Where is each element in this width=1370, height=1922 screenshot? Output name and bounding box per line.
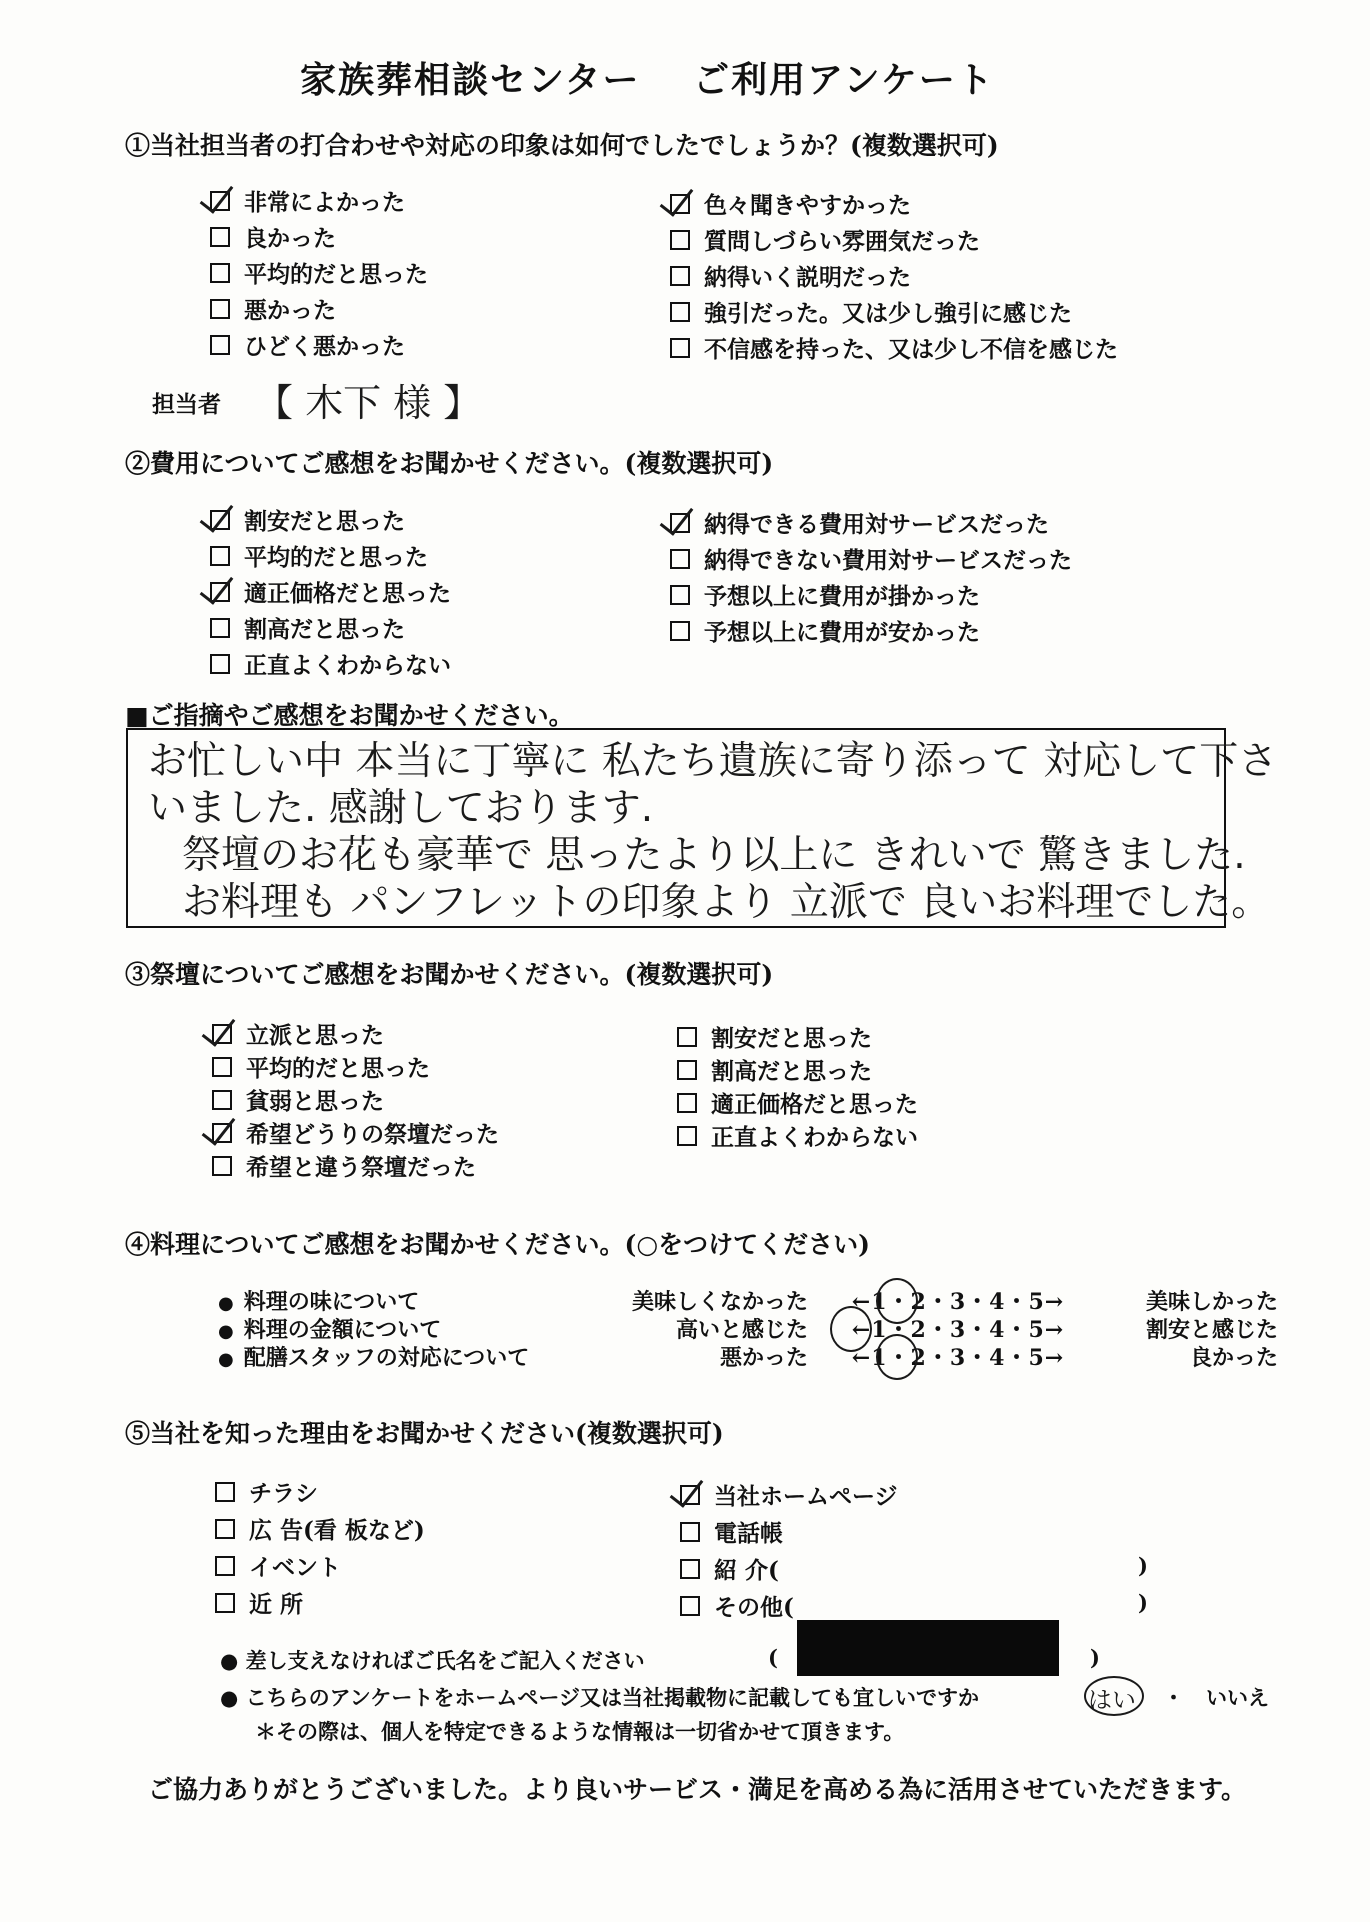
q2-heading: ②費用についてご感想をお聞かせください。(複数選択可) [125,449,774,478]
q2-left-option-label: 正直よくわからない [244,652,451,679]
rating-high-label: 美味しかった [1145,1289,1278,1315]
q3-left-option[interactable] [212,1017,384,1050]
consent-yes-option[interactable]: はい [1088,1686,1136,1714]
comment-line: いました. 感謝しております. [148,786,654,831]
consent-note: ＊その際は、個人を特定できるような情報は一切省かせて頂きます。 [255,1719,905,1744]
q3-left-option-label: 希望どうりの祭壇だった [246,1121,499,1148]
q5-left-option-label: 近 所 [249,1591,304,1618]
q1-right-option[interactable] [670,187,911,220]
q1-left-option[interactable] [210,328,405,361]
q5-right-option[interactable] [680,1552,779,1585]
q5-right-option-label: その他( [714,1594,794,1621]
checked-checkbox[interactable] [670,194,690,214]
q2-right-option[interactable] [670,506,1049,539]
footer-thanks: ご協力ありがとうございました。より良いサービス・満足を高める為に活用させていただきます。 [148,1775,1247,1804]
q1-right-option-label: 納得いく説明だった [704,264,911,291]
q2-left-option-label: 割高だと思った [244,616,405,643]
selected-rating-circle [876,1334,918,1380]
q1-heading: ①当社担当者の打合わせや対応の印象は如何でしたでしょうか？(複数選択可) [125,131,999,160]
q2-left-option[interactable] [210,539,428,572]
comment-box[interactable] [126,728,1278,928]
checkbox[interactable] [680,1596,700,1616]
rating-low-label: 美味しくなかった [631,1289,808,1315]
q3-left-option-label: 希望と違う祭壇だった [246,1154,476,1181]
checked-checkbox[interactable] [670,513,690,533]
q1-right-option-label: 色々聞きやすかった [704,192,911,219]
q1-left-option-label: 平均的だと思った [244,261,428,288]
q1-right-option[interactable] [670,223,980,256]
checkbox[interactable] [680,1559,700,1579]
q3-left-option[interactable] [212,1116,499,1149]
checkbox[interactable] [670,302,690,322]
q3-right-option[interactable] [677,1020,872,1053]
q1-left-option[interactable] [210,220,336,253]
q5-right-option-label: 当社ホームページ [714,1483,898,1510]
q5-paren-close-1: ) [1138,1553,1148,1578]
rating-row [218,1313,1278,1344]
q5-left-option[interactable] [215,1512,425,1545]
name-paren-close: ) [1090,1645,1100,1670]
checkbox[interactable] [670,230,690,250]
checkbox[interactable] [677,1060,697,1080]
rating-low-label: 高いと感じた [675,1317,808,1343]
q2-left-option[interactable] [210,647,451,680]
consent-question: ● こちらのアンケートをホームページ又は当社掲載物に記載しても宜しいですか [220,1685,979,1710]
checkbox[interactable] [210,227,230,247]
rating-row [218,1285,1278,1316]
q3-left-option-label: 立派と思った [246,1022,384,1049]
q3-left-option-label: 平均的だと思った [246,1055,430,1082]
checkbox[interactable] [677,1093,697,1113]
q5-left-option-label: チラシ [249,1480,318,1507]
q5-left-option-label: 広 告(看 板など) [249,1517,425,1544]
comment-line: お料理も パンフレットの印象より 立派で 良いお料理でした。 [182,880,1271,925]
q1-left-option[interactable] [210,184,405,217]
q2-right-option[interactable] [670,578,980,611]
comment-heading: ■ご指摘やご感想をお聞かせください。 [125,701,574,730]
q1-left-option-label: ひどく悪かった [244,333,405,360]
checkbox[interactable] [212,1156,232,1176]
q5-right-option-label: 電話帳 [714,1520,783,1547]
comment-line: お忙しい中 本当に丁寧に 私たち遺族に寄り添って 対応して下さ [148,739,1278,784]
checkbox[interactable] [215,1482,235,1502]
rating-label: ● 料理の金額について [218,1317,442,1343]
staff-label: 担当者 [152,391,221,418]
q2-left-option-label: 適正価格だと思った [244,580,451,607]
q3-left-option[interactable] [212,1083,384,1116]
rating-row [218,1341,1278,1372]
rating-high-label: 良かった [1189,1345,1278,1371]
bullet-icon: ● [218,1349,234,1370]
q3-right-option-label: 正直よくわからない [711,1124,918,1151]
checkbox[interactable] [670,585,690,605]
q5-left-option[interactable] [215,1475,318,1508]
name-prompt: ● 差し支えなければご氏名をご記入ください [220,1648,645,1673]
q3-right-option-label: 適正価格だと思った [711,1091,918,1118]
q2-left-option-label: 割安だと思った [244,508,405,535]
checkbox[interactable] [677,1027,697,1047]
page-title: 家族葬相談センター ご利用アンケート [300,59,995,101]
q5-paren-close-2: ) [1138,1590,1148,1615]
q1-right-option-label: 不信感を持った、又は少し不信を感じた [704,336,1118,363]
consent-no-option[interactable]: いいえ [1206,1685,1269,1710]
q3-right-option-label: 割安だと思った [711,1025,872,1052]
q2-left-option-label: 平均的だと思った [244,544,428,571]
q3-left-option[interactable] [212,1149,476,1182]
q3-heading: ③祭壇についてご感想をお聞かせください。(複数選択可) [125,960,774,989]
q5-left-option[interactable] [215,1549,341,1582]
rating-low-label: 悪かった [719,1345,808,1371]
q5-left-option-label: イベント [249,1554,341,1581]
comment-line: 祭壇のお花も豪華で 思ったより以上に きれいで 驚きました. [182,833,1246,878]
consent-separator: ・ [1163,1685,1184,1710]
q5-left-option[interactable] [215,1586,303,1619]
checkbox[interactable] [670,621,690,641]
q1-left-option-label: 良かった [244,225,336,252]
q5-right-option-label: 紹 介( [714,1557,779,1584]
rating-label: ● 料理の味について [218,1289,420,1315]
checked-checkbox[interactable] [212,1123,232,1143]
checkbox[interactable] [670,338,690,358]
q5-right-option[interactable] [680,1478,898,1511]
q3-left-option-label: 貧弱と思った [246,1088,384,1115]
checked-checkbox[interactable] [680,1485,700,1505]
q1-left-option-label: 非常によかった [244,189,405,216]
q2-right-option[interactable] [670,542,1072,575]
checkbox[interactable] [215,1556,235,1576]
checked-checkbox[interactable] [210,191,230,211]
checked-checkbox[interactable] [212,1024,232,1044]
q1-right-option[interactable] [670,331,1118,364]
checkbox[interactable] [670,549,690,569]
q2-right-option-label: 予想以上に費用が安かった [704,619,980,646]
q3-left-option[interactable] [212,1050,430,1083]
q3-right-option-label: 割高だと思った [711,1058,872,1085]
q1-right-option-label: 質問しづらい雰囲気だった [704,228,980,255]
q4-heading: ④料理についてご感想をお聞かせください。(○をつけてください) [125,1230,870,1259]
name-paren-open: ( [768,1645,778,1670]
checkbox[interactable] [215,1593,235,1613]
q2-right-option[interactable] [670,614,980,647]
q3-right-option[interactable] [677,1086,918,1119]
checkbox[interactable] [210,299,230,319]
q5-heading: ⑤当社を知った理由をお聞かせください(複数選択可) [125,1419,724,1448]
q2-left-option[interactable] [210,575,451,608]
q2-left-option[interactable] [210,611,405,644]
q1-right-option[interactable] [670,259,911,292]
checkbox[interactable] [210,335,230,355]
checked-checkbox[interactable] [210,582,230,602]
q1-right-option[interactable] [670,295,1072,328]
checkbox[interactable] [212,1057,232,1077]
q5-right-option[interactable] [680,1589,794,1622]
redacted-name-field[interactable] [797,1620,1059,1676]
checkbox[interactable] [680,1522,700,1542]
checked-checkbox[interactable] [210,510,230,530]
bullet-icon: ● [218,1321,234,1342]
q2-right-option-label: 予想以上に費用が掛かった [704,583,980,610]
checkbox[interactable] [670,266,690,286]
checkbox[interactable] [210,263,230,283]
checkbox[interactable] [212,1090,232,1110]
q2-left-option[interactable] [210,503,405,536]
checkbox[interactable] [215,1519,235,1539]
checkbox[interactable] [677,1126,697,1146]
checkbox[interactable] [210,618,230,638]
staff-name-handwritten[interactable]: 【 木下 様 】 [255,381,482,425]
q5-right-option[interactable] [680,1515,783,1548]
q2-right-option-label: 納得できる費用対サービスだった [704,511,1049,538]
checkbox[interactable] [210,654,230,674]
bullet-icon: ● [218,1293,234,1314]
consent-yes-circle [1084,1676,1144,1716]
q1-left-option-label: 悪かった [244,297,336,324]
q1-left-option[interactable] [210,292,336,325]
q3-right-option[interactable] [677,1053,872,1086]
q1-right-option-label: 強引だった。又は少し強引に感じた [704,300,1072,327]
rating-high-label: 割安と感じた [1145,1317,1278,1343]
rating-scale[interactable]: ←1・2・3・4・5→ [851,1289,1065,1315]
q1-left-option[interactable] [210,256,428,289]
rating-scale[interactable]: ←1・2・3・4・5→ [851,1345,1065,1371]
q2-right-option-label: 納得できない費用対サービスだった [704,547,1072,574]
rating-scale[interactable]: ←1・2・3・4・5→ [851,1317,1065,1343]
q3-right-option[interactable] [677,1119,918,1152]
checkbox[interactable] [210,546,230,566]
rating-label: ● 配膳スタッフの対応について [218,1345,530,1371]
